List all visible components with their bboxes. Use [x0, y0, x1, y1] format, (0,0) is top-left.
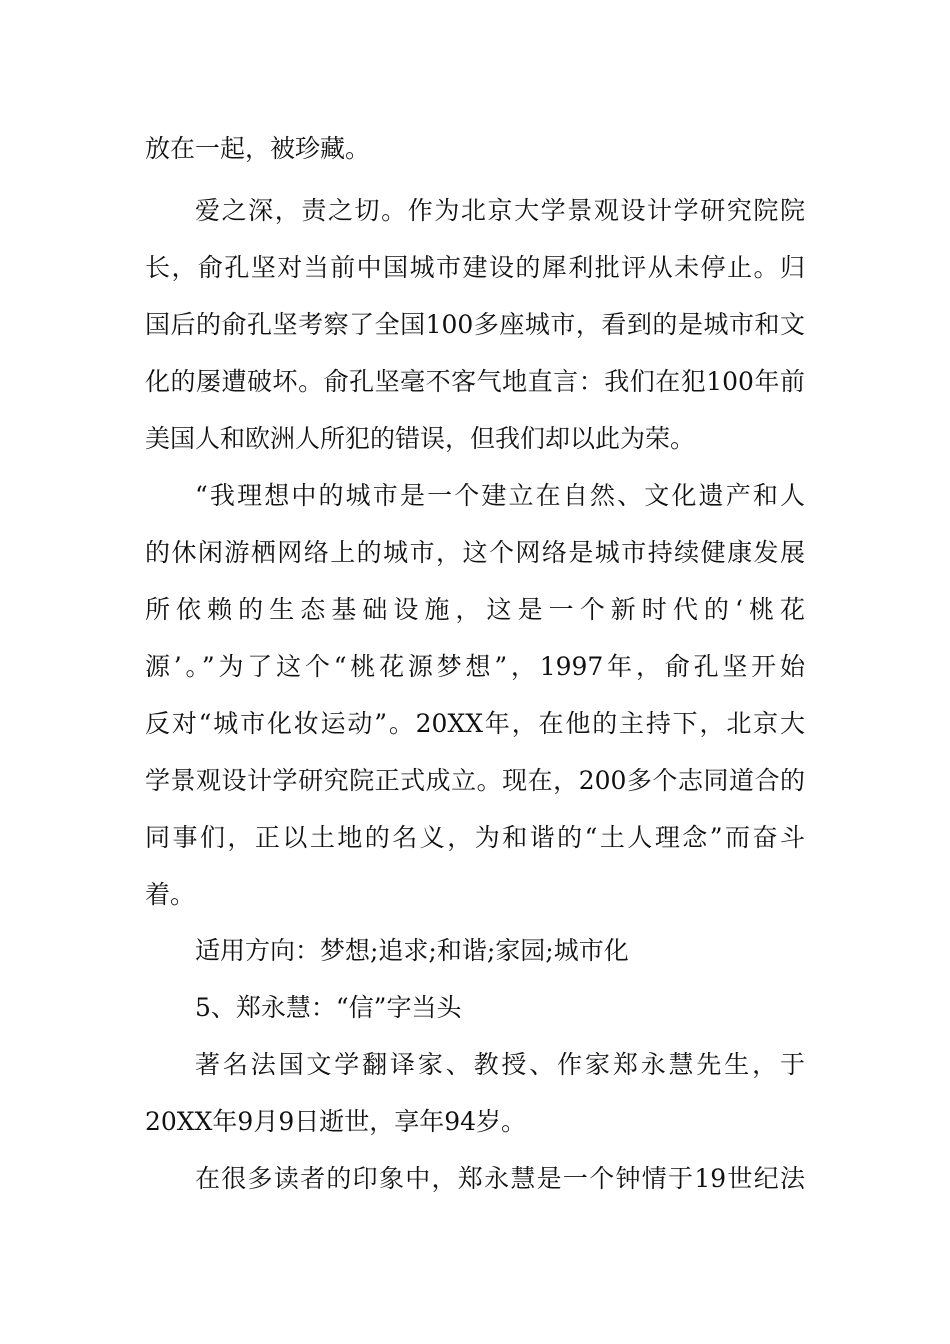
text-line-3: 长，俞孔坚对当前中国城市建设的犀利批评从未停止。归: [145, 253, 805, 282]
text-line-17: 著名法国文学翻译家、教授、作家郑永慧先生，于: [195, 1050, 805, 1079]
text-line-1: 放在一起，被珍藏。: [145, 134, 371, 163]
text-line-4: 国后的俞孔坚考察了全国100多座城市，看到的是城市和文: [145, 310, 805, 339]
text-line-19: 在很多读者的印象中，郑永慧是一个钟情于19世纪法: [195, 1164, 805, 1193]
text-line-12: 学景观设计学研究院正式成立。现在，200多个志同道合的: [145, 766, 805, 795]
text-line-5: 化的屡遭破坏。俞孔坚毫不客气地直言：我们在犯100年前: [145, 367, 805, 396]
section-heading: 5、郑永慧：“信”字当头: [195, 993, 462, 1022]
text-line-13: 同事们，正以土地的名义，为和谐的“土人理念”而奋斗: [145, 823, 805, 852]
text-line-18: 20XX年9月9日逝世，享年94岁。: [145, 1107, 527, 1136]
text-line-9: 所依赖的生态基础设施，这是一个新时代的‘桃花: [145, 595, 805, 624]
text-line-15: 适用方向：梦想;追求;和谐;家园;城市化: [195, 936, 629, 965]
text-line-6: 美国人和欧洲人所犯的错误，但我们却以此为荣。: [145, 424, 696, 453]
text-line-2: 爱之深，责之切。作为北京大学景观设计学研究院院: [195, 196, 805, 225]
text-line-8: 的休闲游栖网络上的城市，这个网络是城市持续健康发展: [145, 538, 805, 567]
text-line-10: 源’。”为了这个“桃花源梦想”，1997年，俞孔坚开始: [145, 652, 805, 681]
text-line-11: 反对“城市化妆运动”。20XX年，在他的主持下，北京大: [145, 709, 805, 738]
text-line-7: “我理想中的城市是一个建立在自然、文化遗产和人: [195, 481, 805, 510]
text-line-14: 着。: [145, 880, 196, 909]
